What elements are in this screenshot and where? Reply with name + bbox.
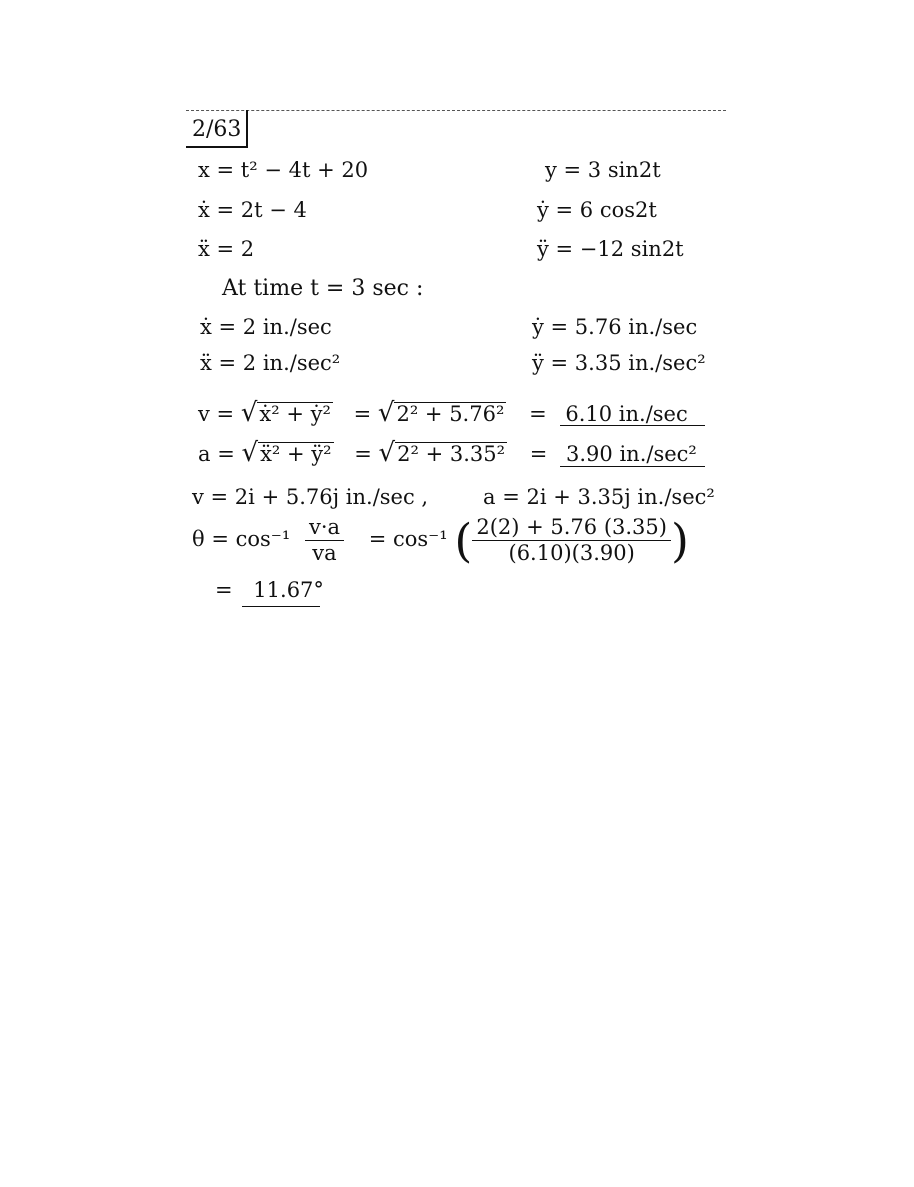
problem-number: 2/63 (192, 117, 242, 142)
speed-lhs: v = (198, 402, 235, 426)
accel-line (198, 440, 697, 466)
accel-eq1: = (354, 442, 372, 466)
accel-underline (560, 466, 705, 467)
eq-yddot: ÿ = −12 sin2t (537, 237, 684, 261)
answer-eq: = (215, 578, 233, 602)
speed-formula: ẋ² + ẏ² (259, 402, 331, 426)
theta-eq: = cos⁻¹ (368, 527, 448, 551)
top-rule (186, 110, 726, 111)
left-paren-icon: ( (454, 513, 473, 568)
eq-x: x = t² − 4t + 20 (198, 158, 369, 182)
at-time-heading: At time t = 3 sec : (222, 276, 424, 301)
eq-y: y = 3 sin2t (545, 158, 661, 182)
sqrt-sign-icon: √ (377, 398, 395, 428)
answer-underline (242, 606, 320, 607)
vector-a: a = 2i + 3.35j in./sec² (483, 485, 715, 509)
answer-value: 11.67° (253, 578, 324, 602)
accel-eq2: = (529, 442, 548, 466)
value-xddot: ẍ = 2 in./sec² (200, 351, 341, 375)
speed-result: 6.10 in./sec (565, 402, 688, 426)
right-paren-icon: ) (670, 513, 689, 568)
eq-xdot: ẋ = 2t − 4 (198, 198, 307, 222)
theta-denominator: va (312, 541, 337, 565)
speed-eq1: = (353, 402, 372, 426)
problem-number-box (186, 110, 248, 148)
sqrt-sign-icon: √ (378, 438, 396, 468)
theta-denominator-numeric: (6.10)(3.90) (508, 541, 635, 565)
theta-lhs: θ = cos⁻¹ (192, 527, 291, 551)
accel-numbers: 2² + 3.35² (397, 442, 506, 466)
value-yddot: ÿ = 3.35 in./sec² (532, 351, 706, 375)
theta-numerator-numeric: 2(2) + 5.76 (3.35) (472, 517, 671, 541)
speed-underline (560, 425, 705, 426)
vector-v: v = 2i + 5.76j in./sec , (192, 485, 429, 509)
accel-lhs: a = (198, 442, 235, 466)
theta-fraction-numeric (472, 517, 671, 564)
accel-formula: ẍ² + ÿ² (260, 442, 332, 466)
speed-line (198, 400, 688, 426)
sqrt-sign-icon: √ (240, 398, 258, 428)
speed-numbers: 2² + 5.76² (396, 402, 505, 426)
theta-line (192, 513, 689, 568)
speed-eq2: = (529, 402, 547, 426)
value-ydot: ẏ = 5.76 in./sec (532, 315, 698, 339)
theta-fraction (305, 517, 344, 564)
answer-line (215, 580, 324, 601)
theta-numerator: v·a (305, 517, 344, 541)
sqrt-sign-icon: √ (241, 438, 259, 468)
value-xdot: ẋ = 2 in./sec (200, 315, 332, 339)
accel-result: 3.90 in./sec² (566, 442, 697, 466)
eq-xddot: ẍ = 2 (198, 237, 255, 261)
eq-ydot: ẏ = 6 cos2t (537, 198, 657, 222)
